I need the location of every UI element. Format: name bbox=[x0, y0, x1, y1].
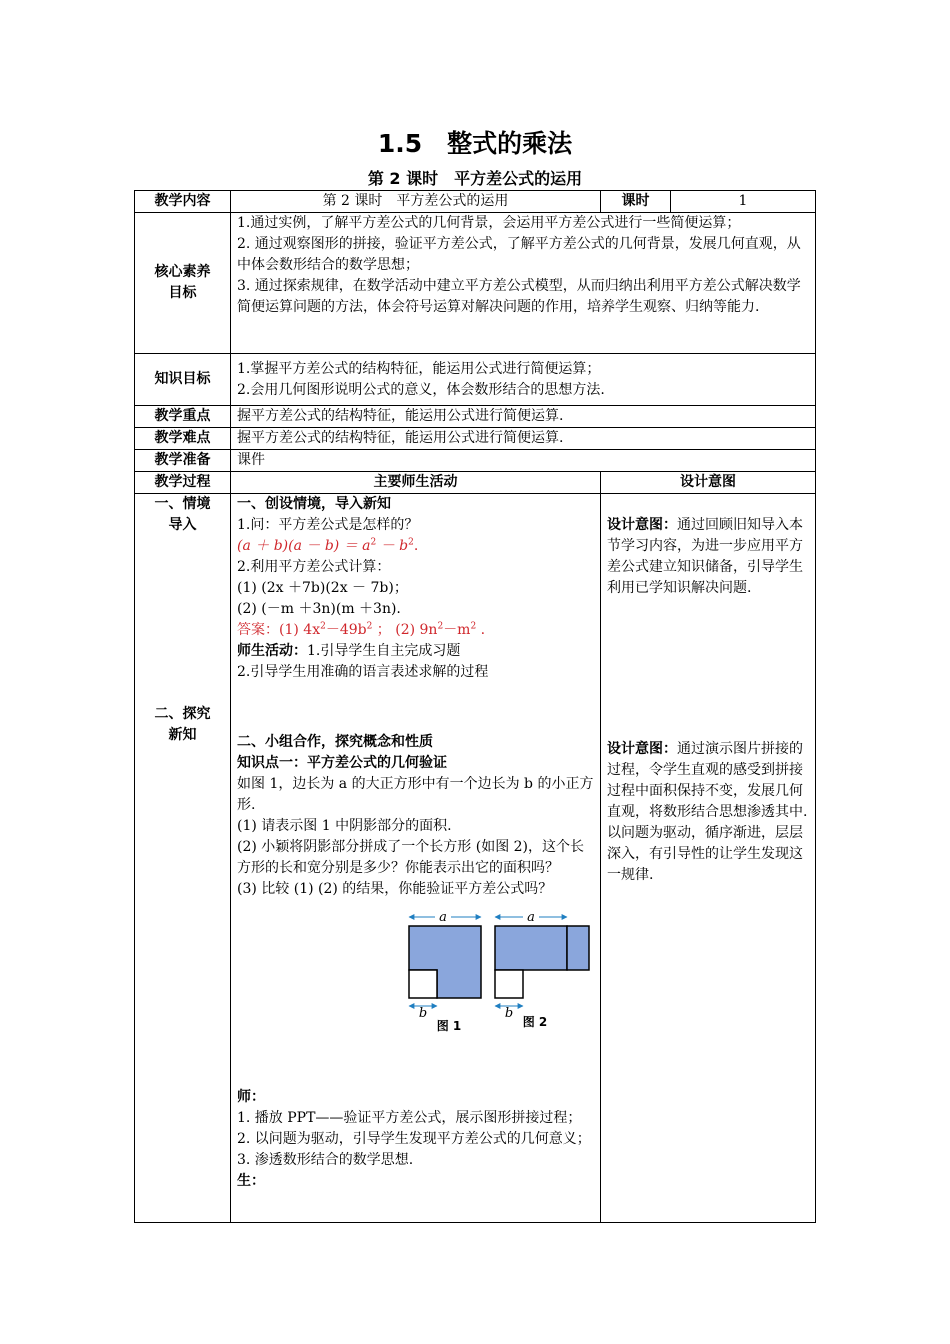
exercise-1: (1) (2x ＋7b)(2x － 7b)； bbox=[237, 580, 408, 596]
fig2-empty-square bbox=[495, 970, 523, 998]
core-goal-item: 2. 通过观察图形的拼接，验证平方差公式，了解平方差公式的几何背景，发展几何直观，从中体会数形结合的数学思想； bbox=[237, 236, 801, 273]
activity-2-line: 2.引导学生用准确的语言表述求解的过程 bbox=[237, 664, 489, 680]
fig2-long-rect bbox=[495, 926, 567, 970]
process-col2-header: 主要师生活动 bbox=[231, 472, 601, 494]
knowledge-point-heading: 知识点一：平方差公式的几何验证 bbox=[237, 755, 447, 771]
fig1-small-square bbox=[409, 970, 437, 998]
process-col1-header: 教学过程 bbox=[135, 472, 231, 494]
page-subtitle: 第 2 课时 平方差公式的运用 bbox=[367, 169, 583, 188]
page-title: 1.5 整式的乘法 bbox=[377, 129, 573, 158]
knowledge-goals-row bbox=[135, 354, 816, 406]
geometry-figure-svg bbox=[405, 910, 595, 1034]
knowledge-goal-item: 1.掌握平方差公式的结构特征，能运用公式进行简便运算； bbox=[237, 360, 601, 377]
teacher-step-3: 3. 渗透数形结合的数学思想. bbox=[237, 1152, 414, 1168]
exercise-2: (2) (－m ＋3n)(m ＋3n). bbox=[237, 601, 401, 617]
difficulty-row bbox=[135, 428, 816, 450]
core-goal-item: 1.通过实例，了解平方差公式的几何背景，会运用平方差公式进行一些简便运算； bbox=[237, 215, 741, 231]
process-col3-header: 设计意图 bbox=[601, 472, 816, 494]
core-goals-content bbox=[231, 213, 816, 354]
teacher-step-1: 1. 播放 PPT——验证平方差公式，展示图形拼接过程； bbox=[237, 1110, 582, 1126]
key-point-label: 教学重点 bbox=[135, 406, 231, 428]
formula-line: $(a + b)(a - b) = a^2 - b^2$. bbox=[237, 537, 419, 554]
knowledge-goals-content bbox=[231, 354, 816, 406]
preparation-value: 课件 bbox=[231, 450, 816, 472]
process-body-row bbox=[135, 494, 816, 1223]
stage2-p3: (2) 小颖将阴影部分拼成了一个长方形 (如图 2)，这个长方形的长和宽分别是多少？你能表示出它的面积吗？ bbox=[237, 839, 585, 876]
process-stage-labels: 一、情境 导入 二、探究 新知 bbox=[135, 494, 231, 1223]
main-activities bbox=[231, 494, 601, 1223]
content-label: 教学内容 bbox=[135, 191, 231, 213]
design-intent-column bbox=[601, 494, 816, 1223]
hours-label: 课时 bbox=[601, 191, 671, 213]
stage2-intent: 设计意图：通过演示图片拼接的过程，令学生直观的感受到拼接过程中面积保持不变，发展几何直观，将数形结合思想渗透其中. 以问题为驱动，循序渐进，层层深入，有引导性的让学生发现这一规律. bbox=[607, 741, 808, 883]
stage1-q1: 1.问：平方差公式是怎样的？ bbox=[237, 517, 419, 533]
key-point-value: 握平方差公式的结构特征，能运用公式进行简便运算. bbox=[231, 406, 816, 428]
stage2-label: 二、探究 bbox=[154, 706, 211, 722]
fig2-label-a: a bbox=[527, 910, 535, 925]
stage2-p4: (3) 比较 (1) (2) 的结果，你能验证平方差公式吗？ bbox=[237, 881, 553, 897]
stage1-q2: 2.利用平方差公式计算： bbox=[237, 559, 391, 575]
geometry-figure bbox=[237, 910, 594, 1041]
knowledge-goal-item: 2.会用几何图形说明公式的意义，体会数形结合的思想方法. bbox=[237, 381, 605, 398]
stage2-p1: 如图 1，边长为 a 的大正方形中有一个边长为 b 的小正方形. bbox=[237, 776, 594, 813]
activity-1-line: 师生活动：1.引导学生自主完成习题 bbox=[237, 643, 461, 659]
key-point-row bbox=[135, 406, 816, 428]
core-goals-row bbox=[135, 213, 816, 354]
fig2-side-rect bbox=[567, 926, 589, 970]
preparation-row bbox=[135, 450, 816, 472]
stage1-label: 一、情境 bbox=[154, 496, 211, 512]
student-label: 生： bbox=[237, 1173, 265, 1189]
knowledge-goals-label: 知识目标 bbox=[135, 354, 231, 406]
hours-value: 1 bbox=[671, 191, 816, 213]
content-value: 第 2 课时 平方差公式的运用 bbox=[231, 191, 601, 213]
fig1-label-a: a bbox=[439, 910, 447, 925]
fig2-caption: 图 2 bbox=[522, 1015, 548, 1029]
stage1-intent: 设计意图：通过回顾旧知导入本节学习内容，为进一步应用平方差公式建立知识储备，引导学生利用已学知识解决问题. bbox=[607, 517, 803, 596]
teacher-step-2: 2. 以问题为驱动，引导学生发现平方差公式的几何意义； bbox=[237, 1131, 591, 1147]
core-goal-item: 3. 通过探索规律，在数学活动中建立平方差公式模型，从而归纳出利用平方差公式解决数学简便运算问题的方法，体会符号运算对解决问题的作用，培养学生观察、归纳等能力. bbox=[237, 278, 801, 315]
fig1-label-b: b bbox=[418, 1006, 428, 1021]
content-row bbox=[135, 191, 816, 213]
difficulty-label: 教学难点 bbox=[135, 428, 231, 450]
lesson-plan-table bbox=[134, 190, 816, 1223]
teacher-label: 师： bbox=[237, 1089, 265, 1105]
core-goals-label: 核心素养 目标 bbox=[135, 213, 231, 354]
stage2-p2: (1) 请表示图 1 中阴影部分的面积. bbox=[237, 818, 452, 834]
process-header-row bbox=[135, 472, 816, 494]
fig1-caption: 图 1 bbox=[436, 1019, 462, 1033]
stage1-heading: 一、创设情境，导入新知 bbox=[237, 496, 391, 512]
answer-line: 答案：(1) $4x^2-49b^2$ ； (2) $9n^2-m^2$ . bbox=[237, 621, 486, 638]
fig2-label-b: b bbox=[504, 1006, 514, 1021]
difficulty-value: 握平方差公式的结构特征，能运用公式进行简便运算. bbox=[231, 428, 816, 450]
preparation-label: 教学准备 bbox=[135, 450, 231, 472]
stage2-heading: 二、小组合作，探究概念和性质 bbox=[237, 734, 433, 750]
